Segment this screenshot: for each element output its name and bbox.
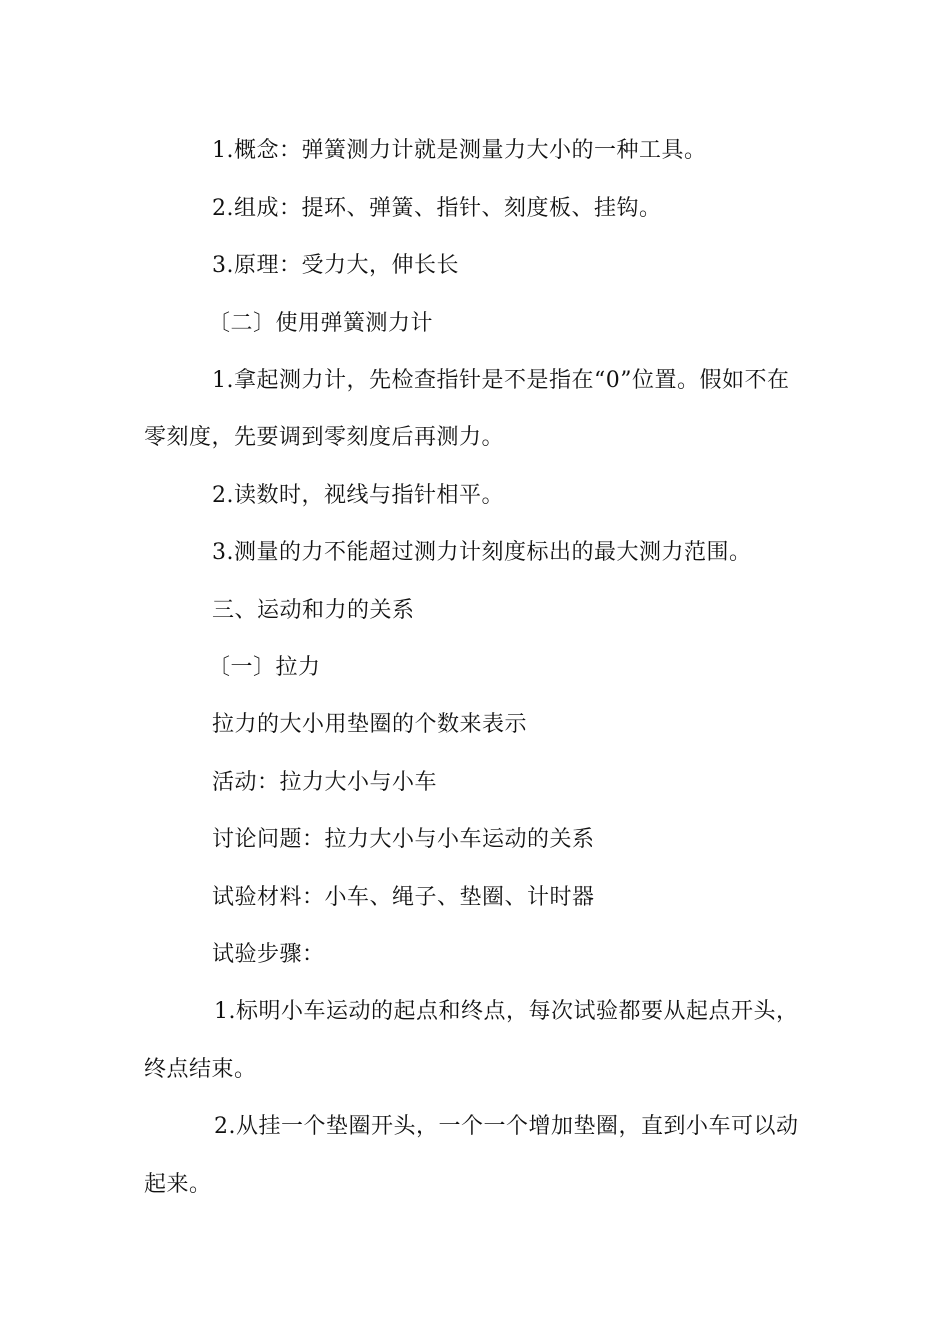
section-heading: 〔二〕使用弹簧测力计 bbox=[208, 311, 434, 336]
text-line: 终点结束。 bbox=[144, 1057, 257, 1082]
section-heading: 〔一〕拉力 bbox=[208, 655, 321, 680]
text-line: 零刻度，先要调到零刻度后再测力。 bbox=[144, 425, 505, 450]
text-line: 3.测量的力不能超过测力计刻度标出的最大测力范围。 bbox=[212, 540, 752, 565]
text-line: 拉力的大小用垫圈的个数来表示 bbox=[212, 712, 528, 737]
text-line: 2.读数时，视线与指针相平。 bbox=[212, 483, 504, 508]
text-line: 1.拿起测力计，先检查指针是不是指在“0”位置。假如不在 bbox=[212, 368, 790, 393]
text-line: 2.从挂一个垫圈开头，一个一个增加垫圈，直到小车可以动 bbox=[214, 1114, 799, 1139]
text-line: 讨论问题：拉力大小与小车运动的关系 bbox=[212, 827, 595, 852]
text-line: 起来。 bbox=[144, 1172, 212, 1197]
section-heading: 三、运动和力的关系 bbox=[212, 598, 415, 623]
text-line: 试验材料：小车、绳子、垫圈、计时器 bbox=[212, 885, 595, 910]
text-line: 1.标明小车运动的起点和终点，每次试验都要从起点开头， bbox=[214, 999, 799, 1024]
text-line: 2.组成：提环、弹簧、指针、刻度板、挂钩。 bbox=[212, 196, 662, 221]
text-line: 活动：拉力大小与小车 bbox=[212, 770, 438, 795]
text-line: 1.概念：弹簧测力计就是测量力大小的一种工具。 bbox=[212, 138, 707, 163]
text-line: 3.原理：受力大，伸长长 bbox=[212, 253, 459, 278]
text-line: 试验步骤： bbox=[212, 942, 325, 967]
